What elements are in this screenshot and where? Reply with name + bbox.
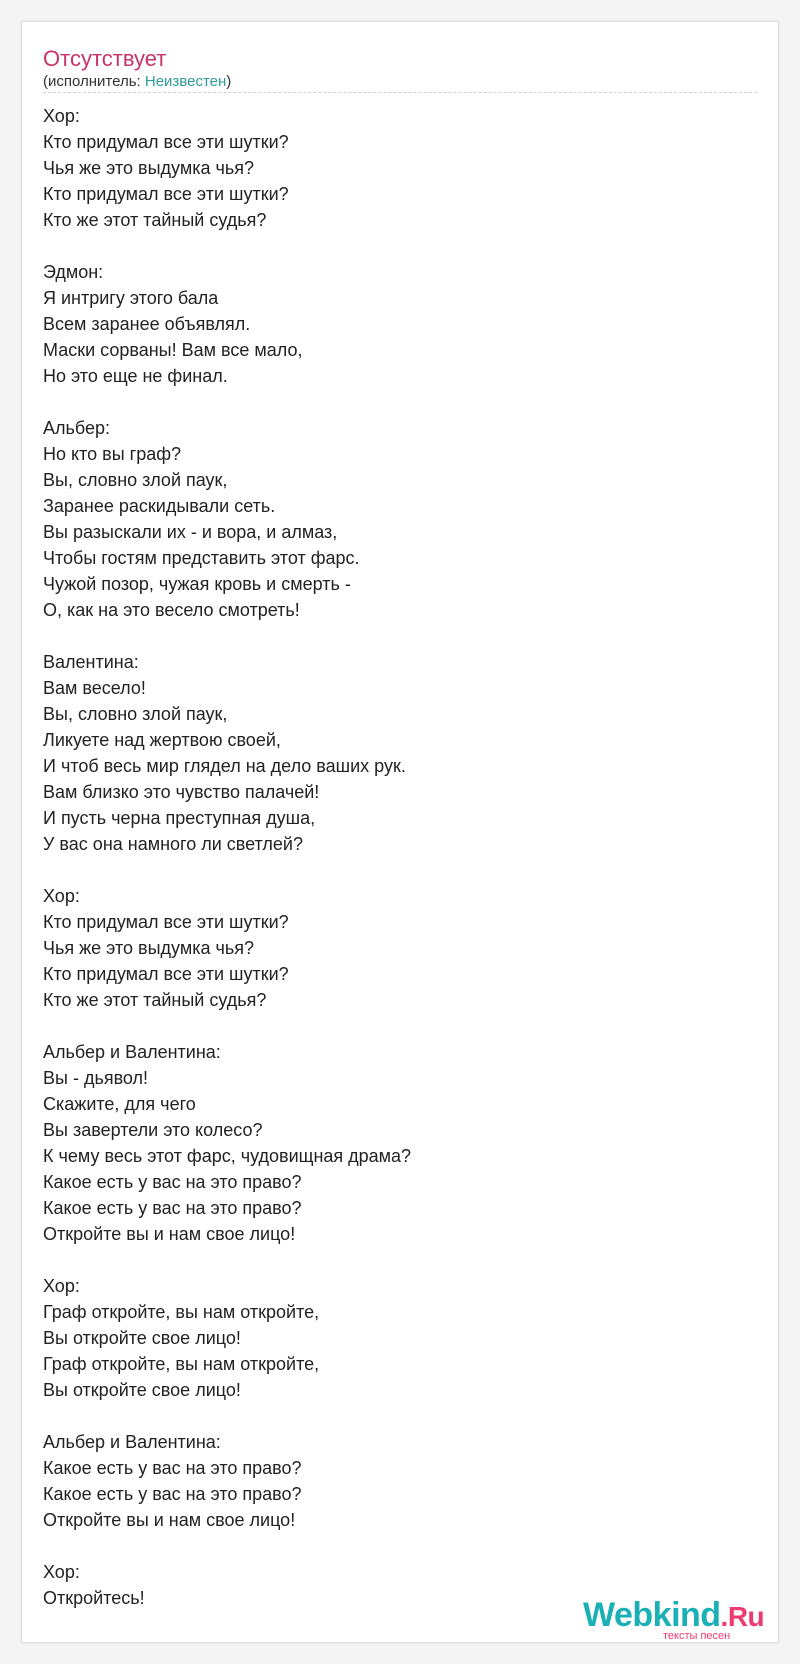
lyric-line: Ликуете над жертвою своей, <box>43 730 281 750</box>
lyric-line: Эдмон: <box>43 262 104 282</box>
logo-tagline: тексты песен <box>663 1630 731 1642</box>
lyric-line: Альбер и Валентина: <box>43 1432 221 1452</box>
artist-suffix: ) <box>226 73 232 90</box>
lyric-line: Чтобы гостям представить этот фарс. <box>43 548 360 568</box>
stanza-gap <box>43 1247 757 1273</box>
lyric-line: Я интригу этого бала <box>43 288 219 308</box>
lyric-line: Чья же это выдумка чья? <box>43 938 254 958</box>
lyric-line: Кто же этот тайный судья? <box>43 990 267 1010</box>
lyric-line: У вас она намного ли светлей? <box>43 834 303 854</box>
artist-link[interactable]: Неизвестен <box>144 73 227 90</box>
title-divider <box>43 92 757 93</box>
lyric-line: Кто придумал все эти шутки? <box>43 184 289 204</box>
lyric-line: Граф откройте, вы нам откройте, <box>43 1302 320 1322</box>
lyric-line: Откройте вы и нам свое лицо! <box>43 1510 296 1530</box>
lyric-line: Вам близко это чувство палачей! <box>43 782 320 802</box>
lyric-line: Валентина: <box>43 652 139 672</box>
lyric-line: Кто же этот тайный судья? <box>43 210 267 230</box>
webkind-logo <box>583 1595 779 1643</box>
stanza-gap <box>43 1533 757 1559</box>
lyric-line: Вы откройте свое лицо! <box>43 1380 241 1400</box>
lyric-line: Откройтесь! <box>43 1588 145 1608</box>
lyric-line: Но это еще не финал. <box>43 366 228 386</box>
stanza-gap <box>43 1013 757 1039</box>
lyric-line: Хор: <box>43 886 80 906</box>
lyric-line: Какое есть у вас на это право? <box>43 1484 302 1504</box>
lyric-line: Заранее раскидывали сеть. <box>43 496 276 516</box>
lyric-line: Всем заранее объявлял. <box>43 314 251 334</box>
lyric-line: К чему весь этот фарс, чудовищная драма? <box>43 1146 412 1166</box>
lyric-line: Но кто вы граф? <box>43 444 182 464</box>
lyric-line: Хор: <box>43 1562 80 1582</box>
lyric-line: Хор: <box>43 106 80 126</box>
stanza-gap <box>43 233 757 259</box>
lyric-line: Какое есть у вас на это право? <box>43 1198 302 1218</box>
lyric-line: Вы завертели это колесо? <box>43 1120 263 1140</box>
lyric-line: Откройте вы и нам свое лицо! <box>43 1224 296 1244</box>
lyric-line: Какое есть у вас на это право? <box>43 1458 302 1478</box>
artist-prefix: (исполнитель: <box>43 73 145 90</box>
lyric-line: Вы, словно злой паук, <box>43 704 228 724</box>
lyric-line: Чужой позор, чужая кровь и смерть - <box>43 574 351 594</box>
lyric-line: Альбер: <box>43 418 111 438</box>
lyric-line: И пусть черна преступная душа, <box>43 808 316 828</box>
lyric-line: Вы - дьявол! <box>43 1068 149 1088</box>
lyric-line: Маски сорваны! Вам все мало, <box>43 340 303 360</box>
lyrics-text <box>43 103 757 1611</box>
lyric-line: Альбер и Валентина: <box>43 1042 221 1062</box>
lyric-line: О, как на это весело смотреть! <box>43 600 300 620</box>
lyric-line: Кто придумал все эти шутки? <box>43 912 289 932</box>
lyric-line: Граф откройте, вы нам откройте, <box>43 1354 320 1374</box>
stanza-gap <box>43 389 757 415</box>
lyric-line: И чтоб весь мир глядел на дело ваших рук. <box>43 756 406 776</box>
stanza-gap <box>43 857 757 883</box>
lyric-line: Чья же это выдумка чья? <box>43 158 254 178</box>
stanza-gap <box>43 623 757 649</box>
lyric-line: Кто придумал все эти шутки? <box>43 964 289 984</box>
lyric-line: Вам весело! <box>43 678 146 698</box>
lyric-line: Вы откройте свое лицо! <box>43 1328 241 1348</box>
lyric-line: Какое есть у вас на это право? <box>43 1172 302 1192</box>
lyric-line: Кто придумал все эти шутки? <box>43 132 289 152</box>
stanza-gap <box>43 1403 757 1429</box>
lyric-line: Вы разыскали их - и вора, и алмаз, <box>43 522 338 542</box>
song-title: Отсутствует <box>43 46 167 71</box>
lyric-line: Скажите, для чего <box>43 1094 196 1114</box>
lyric-line: Хор: <box>43 1276 80 1296</box>
logo-brand: Webkind <box>583 1596 721 1634</box>
artist-line <box>43 72 231 92</box>
logo-tld: .Ru <box>720 1601 765 1632</box>
lyric-line: Вы, словно злой паук, <box>43 470 228 490</box>
lyrics-card <box>21 21 779 1643</box>
